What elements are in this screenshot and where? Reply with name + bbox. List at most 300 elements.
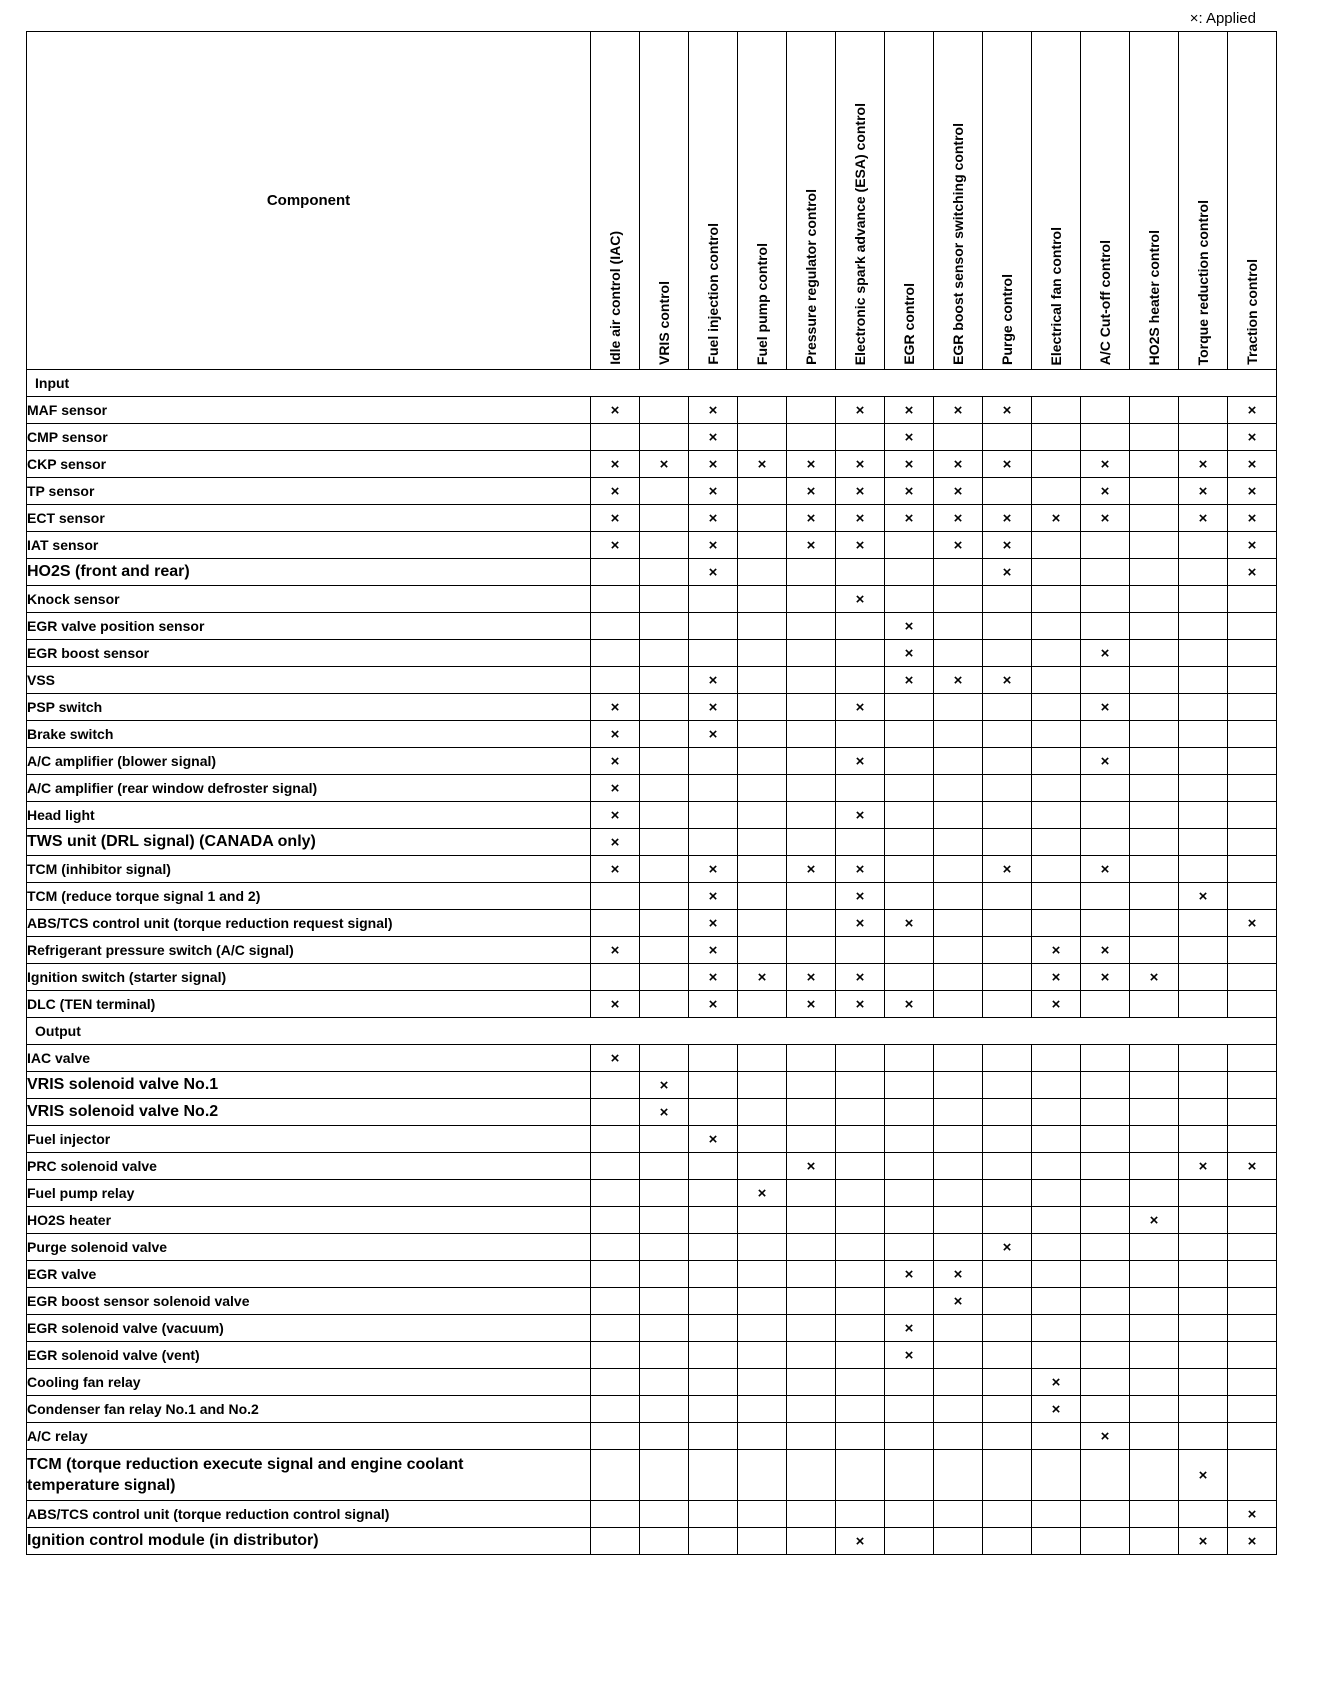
empty-cell (1081, 1099, 1130, 1126)
empty-cell (836, 1501, 885, 1528)
empty-cell (983, 748, 1032, 775)
empty-cell (640, 991, 689, 1018)
component-label: EGR solenoid valve (vent) (27, 1342, 591, 1369)
applied-mark: × (738, 451, 787, 478)
control-column-header (983, 32, 1032, 370)
empty-cell (1032, 1180, 1081, 1207)
empty-cell (1179, 1315, 1228, 1342)
applied-mark: × (591, 397, 640, 424)
empty-cell (689, 1045, 738, 1072)
empty-cell (1179, 1207, 1228, 1234)
applied-mark: × (1228, 1153, 1277, 1180)
empty-cell (640, 721, 689, 748)
applied-mark: × (885, 613, 934, 640)
applied-mark: × (591, 829, 640, 856)
control-column-header (689, 32, 738, 370)
empty-cell (1179, 1126, 1228, 1153)
empty-cell (738, 505, 787, 532)
applied-mark: × (836, 505, 885, 532)
empty-cell (1130, 532, 1179, 559)
table-row (27, 1126, 1277, 1153)
empty-cell (738, 856, 787, 883)
component-label: TCM (inhibitor signal) (27, 856, 591, 883)
applied-mark: × (934, 478, 983, 505)
empty-cell (1081, 802, 1130, 829)
empty-cell (1081, 613, 1130, 640)
empty-cell (934, 1423, 983, 1450)
control-column-header (738, 32, 787, 370)
control-column-header (1081, 32, 1130, 370)
empty-cell (787, 1369, 836, 1396)
applied-mark: × (689, 694, 738, 721)
empty-cell (885, 829, 934, 856)
table-row (27, 721, 1277, 748)
table-row (27, 1396, 1277, 1423)
applied-mark: × (689, 883, 738, 910)
applied-mark: × (787, 991, 836, 1018)
empty-cell (1179, 640, 1228, 667)
empty-cell (787, 829, 836, 856)
empty-cell (1032, 532, 1081, 559)
applied-mark: × (934, 505, 983, 532)
empty-cell (738, 1072, 787, 1099)
table-row (27, 532, 1277, 559)
empty-cell (1228, 1342, 1277, 1369)
empty-cell (1179, 856, 1228, 883)
control-column-label: Idle air control (IAC) (606, 231, 623, 365)
empty-cell (640, 775, 689, 802)
empty-cell (1228, 1288, 1277, 1315)
empty-cell (787, 424, 836, 451)
empty-cell (1228, 694, 1277, 721)
empty-cell (689, 1501, 738, 1528)
empty-cell (787, 667, 836, 694)
empty-cell (836, 640, 885, 667)
applied-mark: × (1228, 1501, 1277, 1528)
empty-cell (738, 883, 787, 910)
empty-cell (983, 1501, 1032, 1528)
empty-cell (738, 613, 787, 640)
empty-cell (689, 1396, 738, 1423)
applied-mark: × (787, 505, 836, 532)
applied-mark: × (738, 964, 787, 991)
empty-cell (885, 1288, 934, 1315)
applied-mark: × (1179, 505, 1228, 532)
empty-cell (1179, 775, 1228, 802)
applied-mark: × (738, 1180, 787, 1207)
applied-mark: × (885, 1261, 934, 1288)
empty-cell (983, 1126, 1032, 1153)
empty-cell (1032, 1450, 1081, 1501)
control-column-header (1130, 32, 1179, 370)
table-row (27, 1288, 1277, 1315)
empty-cell (787, 937, 836, 964)
empty-cell (983, 1396, 1032, 1423)
empty-cell (1179, 586, 1228, 613)
empty-cell (983, 613, 1032, 640)
empty-cell (885, 1153, 934, 1180)
empty-cell (836, 1099, 885, 1126)
empty-cell (885, 802, 934, 829)
applied-mark: × (885, 397, 934, 424)
empty-cell (1228, 883, 1277, 910)
applied-mark: × (836, 397, 885, 424)
empty-cell (1130, 748, 1179, 775)
empty-cell (1130, 1315, 1179, 1342)
empty-cell (787, 1288, 836, 1315)
empty-cell (689, 775, 738, 802)
empty-cell (934, 559, 983, 586)
empty-cell (591, 1261, 640, 1288)
control-column-label: EGR control (900, 283, 917, 365)
empty-cell (689, 1153, 738, 1180)
empty-cell (1228, 1072, 1277, 1099)
empty-cell (983, 424, 1032, 451)
control-column-label: EGR boost sensor switching control (949, 123, 966, 365)
header-row (27, 32, 1277, 370)
empty-cell (591, 1423, 640, 1450)
empty-cell (934, 856, 983, 883)
component-label: VRIS solenoid valve No.2 (27, 1099, 591, 1126)
applied-mark: × (591, 1045, 640, 1072)
empty-cell (1032, 694, 1081, 721)
applied-mark: × (983, 397, 1032, 424)
applied-mark: × (1081, 694, 1130, 721)
empty-cell (1228, 586, 1277, 613)
component-label: HO2S (front and rear) (27, 559, 591, 586)
empty-cell (983, 802, 1032, 829)
empty-cell (591, 1501, 640, 1528)
empty-cell (1032, 829, 1081, 856)
empty-cell (983, 1207, 1032, 1234)
empty-cell (1130, 937, 1179, 964)
empty-cell (1032, 1315, 1081, 1342)
empty-cell (934, 424, 983, 451)
empty-cell (787, 1126, 836, 1153)
control-column-label: Traction control (1243, 259, 1260, 365)
empty-cell (1130, 775, 1179, 802)
empty-cell (934, 775, 983, 802)
empty-cell (1032, 586, 1081, 613)
empty-cell (1179, 829, 1228, 856)
empty-cell (1179, 1072, 1228, 1099)
empty-cell (885, 964, 934, 991)
empty-cell (1228, 613, 1277, 640)
applied-mark: × (983, 667, 1032, 694)
empty-cell (983, 721, 1032, 748)
applied-mark: × (1228, 559, 1277, 586)
empty-cell (787, 1261, 836, 1288)
empty-cell (640, 964, 689, 991)
empty-cell (1081, 1342, 1130, 1369)
component-label: TCM (torque reduction execute signal and engine coolant temperature signal) (27, 1450, 591, 1501)
empty-cell (1130, 1501, 1179, 1528)
component-label: IAC valve (27, 1045, 591, 1072)
empty-cell (1179, 532, 1228, 559)
component-label: VRIS solenoid valve No.1 (27, 1072, 591, 1099)
empty-cell (787, 640, 836, 667)
table-row (27, 559, 1277, 586)
empty-cell (1179, 613, 1228, 640)
empty-cell (640, 586, 689, 613)
empty-cell (738, 640, 787, 667)
empty-cell (885, 1099, 934, 1126)
empty-cell (1130, 1072, 1179, 1099)
empty-cell (1130, 1126, 1179, 1153)
empty-cell (1081, 1288, 1130, 1315)
empty-cell (738, 775, 787, 802)
control-column-header (1228, 32, 1277, 370)
empty-cell (1130, 1396, 1179, 1423)
table-row (27, 883, 1277, 910)
empty-cell (1130, 856, 1179, 883)
empty-cell (836, 1315, 885, 1342)
applied-mark: × (591, 748, 640, 775)
empty-cell (1179, 1423, 1228, 1450)
table-row (27, 1423, 1277, 1450)
empty-cell (689, 829, 738, 856)
empty-cell (738, 1423, 787, 1450)
component-label: TWS unit (DRL signal) (CANADA only) (27, 829, 591, 856)
empty-cell (836, 1045, 885, 1072)
applied-mark: × (1130, 1207, 1179, 1234)
component-label: Ignition control module (in distributor) (27, 1528, 591, 1555)
empty-cell (640, 829, 689, 856)
empty-cell (1179, 559, 1228, 586)
empty-cell (738, 1207, 787, 1234)
control-column-label: Purge control (998, 273, 1015, 365)
empty-cell (689, 1180, 738, 1207)
empty-cell (836, 721, 885, 748)
empty-cell (689, 1207, 738, 1234)
empty-cell (885, 1528, 934, 1555)
empty-cell (1130, 424, 1179, 451)
empty-cell (836, 829, 885, 856)
component-label: Refrigerant pressure switch (A/C signal) (27, 937, 591, 964)
component-label: Condenser fan relay No.1 and No.2 (27, 1396, 591, 1423)
applied-mark: × (934, 397, 983, 424)
empty-cell (738, 1153, 787, 1180)
empty-cell (885, 1369, 934, 1396)
empty-cell (1081, 1234, 1130, 1261)
empty-cell (1179, 1501, 1228, 1528)
empty-cell (934, 1207, 983, 1234)
empty-cell (885, 532, 934, 559)
applied-mark: × (640, 1072, 689, 1099)
table-row (27, 829, 1277, 856)
empty-cell (983, 1045, 1032, 1072)
applied-mark: × (934, 451, 983, 478)
applied-mark: × (689, 424, 738, 451)
empty-cell (640, 1045, 689, 1072)
empty-cell (1081, 667, 1130, 694)
applied-mark: × (591, 478, 640, 505)
empty-cell (640, 478, 689, 505)
empty-cell (787, 1045, 836, 1072)
empty-cell (1179, 748, 1228, 775)
applied-mark: × (1228, 478, 1277, 505)
table-row (27, 1099, 1277, 1126)
applied-mark: × (1081, 505, 1130, 532)
empty-cell (1179, 1045, 1228, 1072)
applied-mark: × (591, 694, 640, 721)
empty-cell (738, 991, 787, 1018)
applied-mark: × (787, 856, 836, 883)
applied-mark: × (885, 424, 934, 451)
empty-cell (934, 829, 983, 856)
applied-mark: × (1228, 910, 1277, 937)
empty-cell (934, 910, 983, 937)
table-row (27, 802, 1277, 829)
empty-cell (1081, 1126, 1130, 1153)
empty-cell (640, 1315, 689, 1342)
empty-cell (689, 613, 738, 640)
empty-cell (591, 1099, 640, 1126)
table-row (27, 451, 1277, 478)
empty-cell (885, 1045, 934, 1072)
empty-cell (836, 1180, 885, 1207)
empty-cell (836, 613, 885, 640)
empty-cell (640, 883, 689, 910)
empty-cell (983, 640, 1032, 667)
empty-cell (640, 1396, 689, 1423)
empty-cell (983, 1099, 1032, 1126)
empty-cell (934, 748, 983, 775)
applied-mark: × (885, 910, 934, 937)
empty-cell (1130, 883, 1179, 910)
applied-mark: × (836, 802, 885, 829)
empty-cell (640, 1234, 689, 1261)
empty-cell (738, 1528, 787, 1555)
component-label: ABS/TCS control unit (torque reduction request signal) (27, 910, 591, 937)
empty-cell (1130, 991, 1179, 1018)
empty-cell (885, 856, 934, 883)
table-row (27, 1315, 1277, 1342)
empty-cell (640, 1450, 689, 1501)
empty-cell (738, 1288, 787, 1315)
empty-cell (1032, 1261, 1081, 1288)
empty-cell (738, 802, 787, 829)
empty-cell (787, 559, 836, 586)
empty-cell (1179, 667, 1228, 694)
empty-cell (1228, 667, 1277, 694)
empty-cell (885, 1180, 934, 1207)
empty-cell (787, 775, 836, 802)
empty-cell (983, 991, 1032, 1018)
empty-cell (591, 1126, 640, 1153)
control-column-label: Torque reduction control (1194, 199, 1211, 365)
component-label: CKP sensor (27, 451, 591, 478)
empty-cell (640, 748, 689, 775)
control-column-header (640, 32, 689, 370)
empty-cell (591, 1396, 640, 1423)
empty-cell (591, 1153, 640, 1180)
empty-cell (1179, 694, 1228, 721)
empty-cell (738, 559, 787, 586)
empty-cell (787, 694, 836, 721)
empty-cell (934, 964, 983, 991)
applied-mark: × (1081, 748, 1130, 775)
table-row (27, 640, 1277, 667)
empty-cell (689, 1528, 738, 1555)
applied-mark: × (1228, 1528, 1277, 1555)
empty-cell (738, 721, 787, 748)
empty-cell (738, 1126, 787, 1153)
empty-cell (689, 748, 738, 775)
applied-mark: × (689, 1126, 738, 1153)
empty-cell (1081, 1180, 1130, 1207)
component-label: Brake switch (27, 721, 591, 748)
empty-cell (689, 802, 738, 829)
empty-cell (1228, 748, 1277, 775)
empty-cell (787, 748, 836, 775)
empty-cell (591, 1180, 640, 1207)
applied-mark: × (836, 1528, 885, 1555)
component-label: EGR boost sensor solenoid valve (27, 1288, 591, 1315)
applied-mark: × (689, 910, 738, 937)
component-column-header: Component (27, 32, 591, 370)
applied-mark: × (689, 559, 738, 586)
table-row (27, 1450, 1277, 1501)
empty-cell (983, 910, 1032, 937)
empty-cell (591, 667, 640, 694)
empty-cell (1032, 802, 1081, 829)
empty-cell (885, 1450, 934, 1501)
empty-cell (591, 1369, 640, 1396)
empty-cell (738, 1315, 787, 1342)
empty-cell (640, 802, 689, 829)
control-column-header (591, 32, 640, 370)
empty-cell (787, 586, 836, 613)
empty-cell (885, 586, 934, 613)
empty-cell (1130, 505, 1179, 532)
empty-cell (787, 1423, 836, 1450)
applied-mark: × (1081, 964, 1130, 991)
empty-cell (738, 586, 787, 613)
component-label: HO2S heater (27, 1207, 591, 1234)
empty-cell (787, 1315, 836, 1342)
control-column-label: HO2S heater control (1145, 229, 1162, 365)
empty-cell (1081, 1501, 1130, 1528)
empty-cell (983, 1288, 1032, 1315)
empty-cell (983, 1450, 1032, 1501)
applied-mark: × (983, 451, 1032, 478)
empty-cell (885, 721, 934, 748)
empty-cell (738, 1342, 787, 1369)
empty-cell (934, 1180, 983, 1207)
section-title: Input (27, 370, 1277, 397)
empty-cell (640, 1528, 689, 1555)
table-row (27, 424, 1277, 451)
empty-cell (1032, 721, 1081, 748)
component-label: Fuel pump relay (27, 1180, 591, 1207)
empty-cell (1130, 613, 1179, 640)
table-row (27, 478, 1277, 505)
applied-mark: × (591, 991, 640, 1018)
empty-cell (787, 1099, 836, 1126)
empty-cell (787, 721, 836, 748)
component-label: TCM (reduce torque signal 1 and 2) (27, 883, 591, 910)
applied-mark: × (885, 991, 934, 1018)
empty-cell (1179, 964, 1228, 991)
table-row (27, 1153, 1277, 1180)
table-row (27, 505, 1277, 532)
empty-cell (934, 1126, 983, 1153)
empty-cell (1081, 991, 1130, 1018)
applied-mark: × (983, 856, 1032, 883)
empty-cell (1228, 937, 1277, 964)
empty-cell (1081, 775, 1130, 802)
